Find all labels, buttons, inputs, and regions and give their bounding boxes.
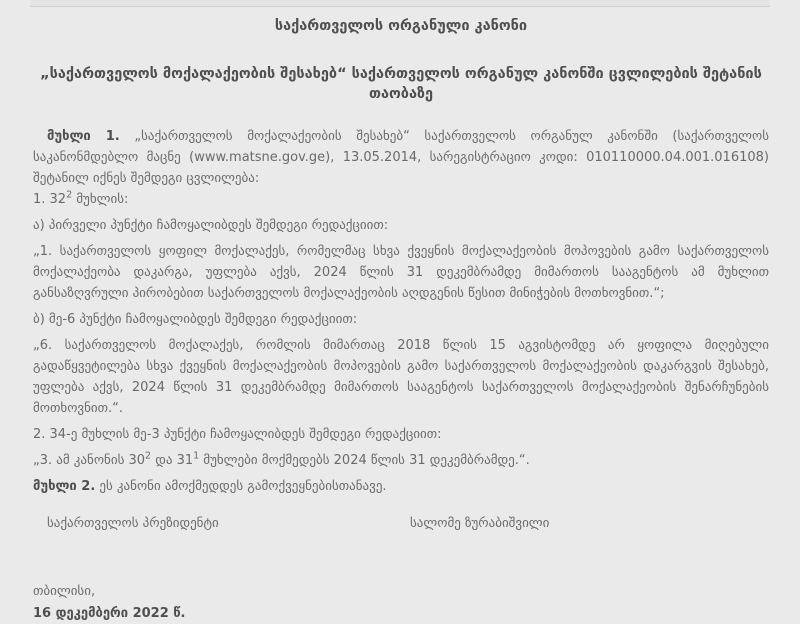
quoted-text-2: „6. საქართველოს მოქალაქეს, რომლის მიმართაც 2018 წლის 15 აგვისტომდე არ ყოფილა მიღებული გადაწყვეტილება სხვა ქვეყნის მოქალაქეობის მოპოვების გამო საქართველოს მოქალაქეობის დაკარგვის შესახებ, უფლება აქვს, 2024 წლის 31 დეკემბრამდე მიმართოს სააგენტოს საქართველოს მოქალაქეობის შენარჩუნების მოთხოვნით.“. [33, 338, 769, 416]
clause-2-heading: 2. 34-ე მუხლის მე-3 პუნქტი ჩამოყალიბდეს შემდეგი რედაქციით: [33, 427, 442, 442]
signatory-name: სალომე ზურაბიშვილი [410, 516, 550, 531]
document-body [33, 126, 769, 497]
quoted-text-1: „1. საქართველოს ყოფილ მოქალაქეს, რომელმაც სხვა ქვეყნის მოქალაქეობის მოპოვების გამო საქართველოს მოქალაქეობა დაკარგა, უფლება აქვს, 2024 წლის 31 დეკემბრამდე მიმართოს სააგენტოს ამ მუხლით განსაზღვრული პირობებით საქართველოს მოქალაქეობის აღდგენის წესით მინიჭების მოთხოვნით.“; [33, 244, 769, 301]
document-subtitle: „საქართველოს მოქალაქეობის შესახებ“ საქართველოს ორგანულ კანონში ცვლილების შეტანის თაობაზე [40, 66, 762, 102]
signatory-role: საქართველოს პრეზიდენტი [47, 516, 219, 531]
article-1-paragraph [33, 126, 769, 189]
article-2-text: ეს კანონი ამოქმედდეს გამოქვეყნებისთანავე. [95, 479, 387, 494]
subclause-a-heading: ა) პირველი პუნქტი ჩამოყალიბდეს შემდეგი რედაქციით: [33, 218, 389, 233]
signature-row [33, 513, 769, 534]
article-1-label: მუხლი 1. [47, 129, 120, 144]
document-title: საქართველოს ორგანული კანონი [274, 18, 528, 34]
article-2-label: მუხლი 2. [33, 479, 96, 494]
clause-1-heading: 1. $32^2$ მუხლის: [33, 189, 129, 207]
quoted-text-3: „3. ამ კანონის $30^2$ და $31^1$ მუხლები მოქმედებს 2024 წლის 31 დეკემბრამდე.“. [33, 450, 530, 468]
top-divider-band [30, 0, 770, 7]
article-1-intro-text: „საქართველოს მოქალაქეობის შესახებ“ საქართველოს ორგანულ კანონში (საქართველოს საკანონმდებლო მაცნე (www.matsne.gov.ge), 13.05.2014, სარეგისტრაციო კოდი: 010110000.04.001.016108) შეტანილ იქნეს შემდეგი ცვლილება: [33, 129, 769, 186]
article-2-paragraph [33, 476, 769, 497]
place-line: თბილისი, [33, 584, 96, 599]
subclause-b-heading: ბ) მე-6 პუნქტი ჩამოყალიბდეს შემდეგი რედაქციით: [33, 312, 358, 327]
date-line: 16 დეკემბერი 2022 წ. [33, 606, 186, 621]
